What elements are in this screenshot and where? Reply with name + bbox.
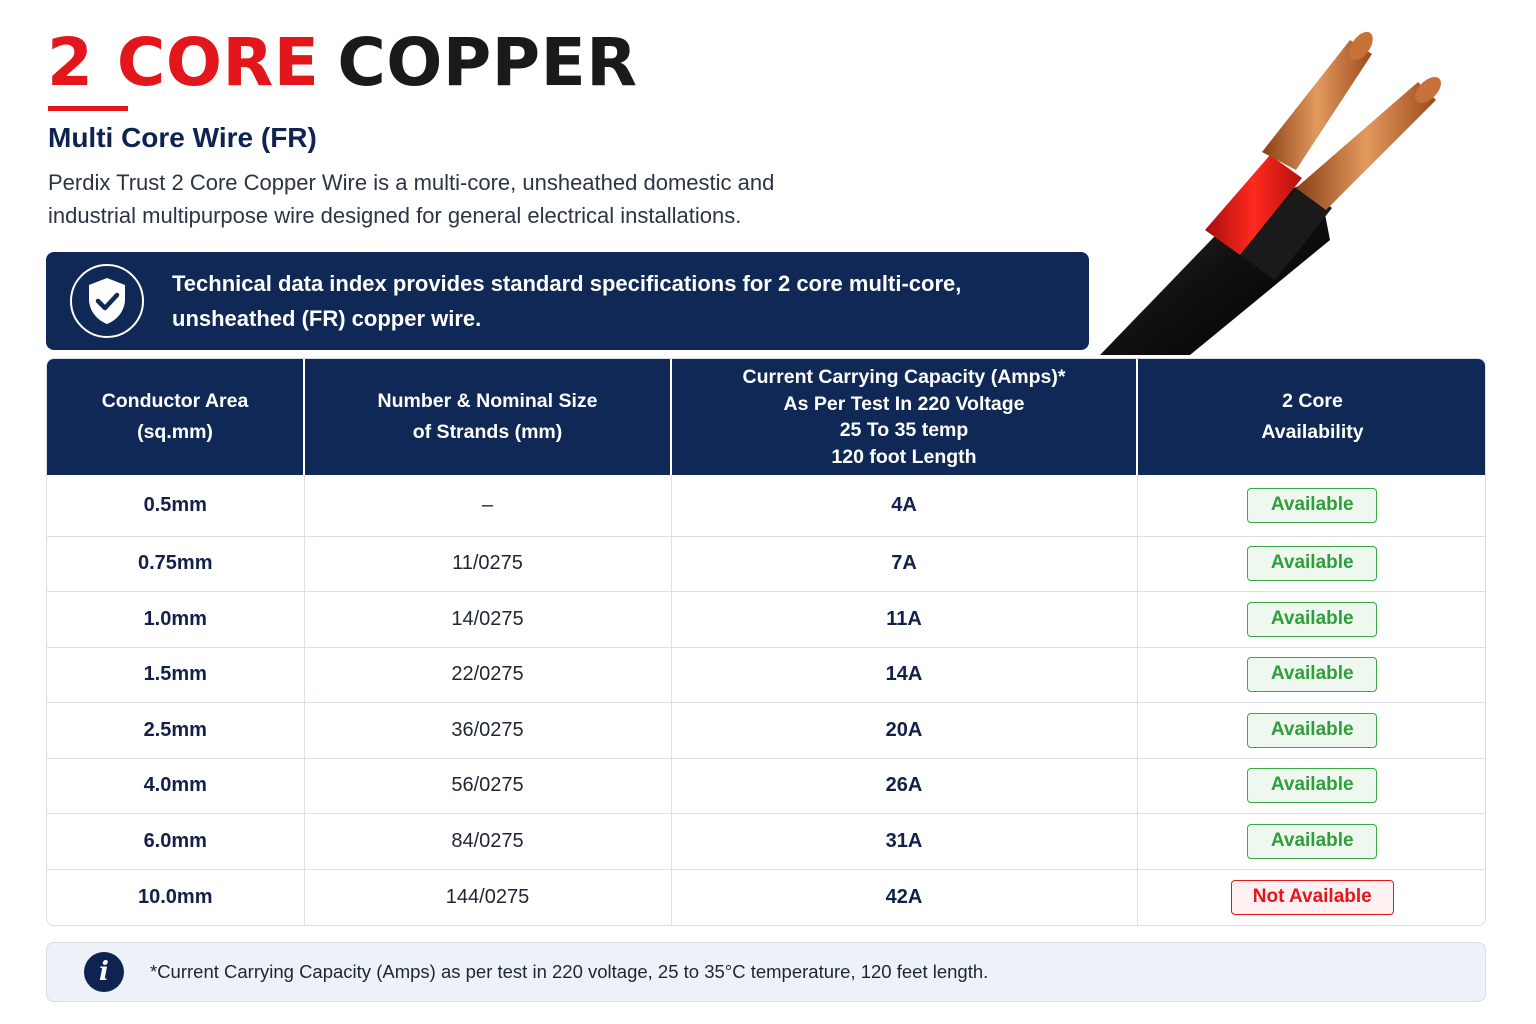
column-header-availability: [1137, 359, 1486, 475]
header-line: of Strands (mm): [412, 421, 563, 443]
cell-capacity: 4A: [671, 475, 1137, 536]
available-badge: Available: [1247, 657, 1377, 692]
cell-conductor-area: 6.0mm: [47, 814, 304, 870]
cell-strands: –: [304, 475, 671, 536]
cell-strands: 36/0275: [304, 703, 671, 759]
copper-cable-image: [1070, 10, 1510, 355]
header-line: 2 Core: [1282, 390, 1343, 412]
cell-availability: [1137, 475, 1486, 536]
table-row: [47, 647, 1486, 703]
footnote: [46, 942, 1486, 1002]
column-header-conductor-area: [47, 359, 304, 475]
available-badge: Available: [1247, 546, 1377, 581]
available-badge: Available: [1247, 824, 1377, 859]
header-line: 25 To 35 temp: [839, 419, 969, 441]
description: Perdix Trust 2 Core Copper Wire is a multi-core, unsheathed domestic and industrial multipurpose wire designed for general electrical installations.: [48, 170, 775, 228]
table-row: [47, 592, 1486, 648]
cell-availability: [1137, 814, 1486, 870]
subtitle: Multi Core Wire (FR): [48, 122, 317, 153]
spec-table: [46, 358, 1486, 926]
cell-capacity: 14A: [671, 647, 1137, 703]
cell-availability: [1137, 647, 1486, 703]
not-available-badge: Not Available: [1231, 880, 1394, 915]
cell-availability: [1137, 703, 1486, 759]
cell-conductor-area: 2.5mm: [47, 703, 304, 759]
cell-strands: 84/0275: [304, 814, 671, 870]
table-row: [47, 758, 1486, 814]
table-row: [47, 703, 1486, 759]
cell-capacity: 31A: [671, 814, 1137, 870]
cell-conductor-area: 0.75mm: [47, 536, 304, 592]
available-badge: Available: [1247, 602, 1377, 637]
title-underline: [48, 106, 128, 111]
table-row: [47, 814, 1486, 870]
title-part-red: 2 CORE: [47, 24, 320, 101]
info-icon: i: [84, 952, 124, 992]
cell-capacity: 11A: [671, 592, 1137, 648]
available-badge: Available: [1247, 768, 1377, 803]
cell-availability: [1137, 536, 1486, 592]
cell-availability: [1137, 869, 1486, 925]
column-header-strands: [304, 359, 671, 475]
header-line: Availability: [1261, 421, 1364, 443]
cell-capacity: 42A: [671, 869, 1137, 925]
header-line: Current Carrying Capacity (Amps)*: [742, 366, 1066, 388]
header-line: (sq.mm): [137, 421, 213, 443]
cell-availability: [1137, 758, 1486, 814]
table-row: [47, 475, 1486, 536]
banner-text: Technical data index provides standard specifications for 2 core multi-core, unsheathed (FR) copper wire.: [172, 271, 962, 331]
header-line: As Per Test In 220 Voltage: [783, 392, 1025, 415]
cell-conductor-area: 1.5mm: [47, 647, 304, 703]
column-header-capacity: [671, 359, 1137, 475]
cell-conductor-area: 4.0mm: [47, 758, 304, 814]
cell-strands: 56/0275: [304, 758, 671, 814]
table-row: [47, 536, 1486, 592]
header-line: Conductor Area: [101, 390, 249, 412]
cell-strands: 144/0275: [304, 869, 671, 925]
title-part-dark: COPPER: [337, 24, 638, 101]
footnote-text: *Current Carrying Capacity (Amps) as per test in 220 voltage, 25 to 35°C temperature, 120 feet length.: [150, 961, 989, 982]
page-title: [47, 24, 638, 101]
cell-strands: 22/0275: [304, 647, 671, 703]
table-row: [47, 869, 1486, 925]
header-line: 120 foot Length: [831, 445, 977, 468]
cell-conductor-area: 10.0mm: [47, 869, 304, 925]
cell-capacity: 7A: [671, 536, 1137, 592]
cell-capacity: 20A: [671, 703, 1137, 759]
cell-conductor-area: 0.5mm: [47, 475, 304, 536]
info-banner: [46, 252, 1089, 350]
cell-conductor-area: 1.0mm: [47, 592, 304, 648]
cell-strands: 11/0275: [304, 536, 671, 592]
cell-capacity: 26A: [671, 758, 1137, 814]
available-badge: Available: [1247, 488, 1377, 523]
cell-availability: [1137, 592, 1486, 648]
cell-strands: 14/0275: [304, 592, 671, 648]
available-badge: Available: [1247, 713, 1377, 748]
shield-check-icon: [70, 264, 144, 338]
header-line: Number & Nominal Size: [377, 390, 598, 412]
